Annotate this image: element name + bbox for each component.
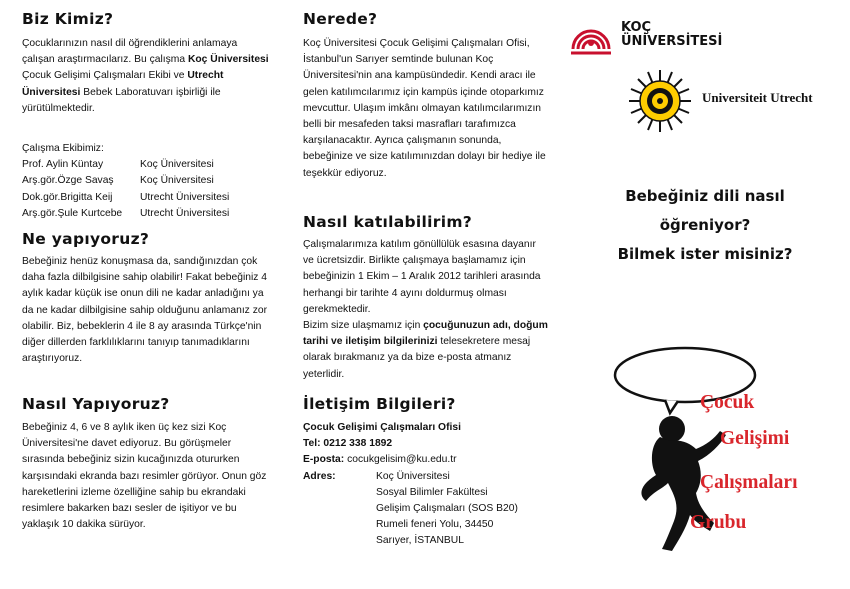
team-member-org: Utrecht Üniversitesi (140, 191, 230, 203)
utrecht-sun-emblem-icon (627, 68, 693, 134)
team-member-row (22, 173, 280, 189)
address-block (303, 469, 553, 550)
contact-request-text: Bizim size ulaşmamız için çocuğunuzun adı, doğum tarihi ve iletişim bilgilerinizi telesekretere mesaj olarak bırakmanız ya da bize e-posta atmanız yeterlidir. (303, 320, 548, 380)
koc-emblem-icon (569, 19, 613, 59)
nerede-heading: Nerede? (303, 10, 378, 28)
team-title: Çalışma Ekibimiz: (22, 143, 104, 154)
nasil-yapiyoruz-paragraph: Bebeğiniz 4, 6 ve 8 aylık iken üç kez sizi Koç Üniversitesi'ne davet ediyoruz. Bu görüşmeler sırasında bebeğiniz sizin kucağınızda otururken karşısındaki ekranda bazı resimler görüyor. Onun göz hareketlerini izleme özelliğine sahip bu ekrandaki resimlere bakarken bazı sesler de işitiyor ve bu yaklaşık 10 dakika sürüyor. (22, 422, 267, 531)
address-label: Adres: (303, 470, 336, 482)
nasil-yapiyoruz-heading: Nasıl Yapıyoruz? (22, 395, 170, 413)
email-line: E-posta: cocukgelisim@ku.edu.tr (303, 454, 457, 466)
tagline-line: Bilmek ister misiniz? (617, 245, 793, 263)
team-member-name: Arş.gör.Özge Savaş (22, 175, 114, 187)
address-line: Sosyal Bilimler Fakültesi (376, 486, 488, 498)
email-address[interactable]: cocukgelisim@ku.edu.tr (344, 454, 457, 466)
team-member-row (22, 190, 280, 206)
group-title-word: Çocuk (700, 392, 755, 413)
biz-kimiz-run: Çocukların (22, 38, 72, 49)
team-member-org: Koç Üniversitesi (140, 159, 214, 171)
iletisim-heading: İletişim Bilgileri? (303, 395, 456, 413)
tagline-line: Bebeğiniz dili nasıl (625, 187, 785, 205)
biz-kimiz-heading: Biz Kimiz? (22, 10, 114, 28)
team-member-row (22, 157, 280, 173)
nerede-paragraph: Koç Üniversitesi Çocuk Gelişimi Çalışmaları Ofisi, İstanbul'un Sarıyer semtinde bulunan Koç Üniversitesi'nin ana kampüsündedir. Kendi aracı ile gelen katılımcılarımız için kampüs içinde otoparkımız mevcuttur. Ulaşım imkânı olmayan katılımcılarımızın belli bir mesafeden taksi masrafları tarafımızca karşılanacaktır. Ayrıca çalışmanın sonunda, bebeğinize ve size katılımınızdan dolayı bir hediye ile teşekkür ediyoruz. (303, 38, 546, 179)
utrecht-university-logo (627, 68, 847, 134)
ne-yapiyoruz-paragraph: Bebeğiniz henüz konuşmasa da, sandığınızdan çok daha fazla dilbilgisine sahip olabilir! Fakat bebeğiniz 4 aylık kadar küçük ise onun dili ne kadar anladığını ya da ne kadar dilbilgisine sahip olduğunu anlamanız zor olabilir. Biz, bebeklerin 4 ile 8 ay arasında Türkçe'nin diğer dillerden farklılıklarını tanıyıp tanımadıklarını araştırıyoruz. (22, 256, 267, 365)
phone-number[interactable]: 0212 338 1892 (320, 438, 393, 450)
biz-kimiz-run: Utrecht Üniversitesi (22, 70, 224, 98)
address-line: Rumeli feneri Yolu, 34450 (376, 519, 494, 531)
office-name: Çocuk Gelişimi Çalışmaları Ofisi (303, 422, 461, 433)
tagline-line: öğreniyor? (659, 216, 751, 234)
address-line: Gelişim Çalışmaları (SOS B20) (376, 503, 518, 515)
ne-yapiyoruz-heading: Ne yapıyoruz? (22, 230, 150, 248)
group-title-word: Gelişimi (720, 428, 790, 449)
address-line: Sarıyer, İSTANBUL (376, 535, 464, 547)
group-title-word: Çalışmaları (700, 472, 798, 493)
contact-block (303, 420, 553, 550)
koc-logo-line1: KOÇ (621, 20, 652, 35)
address-lines (376, 469, 518, 550)
team-member-name: Prof. Aylin Küntay (22, 159, 104, 171)
biz-kimiz-run: Koç Üniversitesi (187, 54, 269, 66)
team-member-org: Utrecht Üniversitesi (140, 207, 230, 219)
phone-line: Tel: 0212 338 1892 (303, 438, 393, 450)
biz-kimiz-run: Bebek Laboratuvarı işbirliği ile yürütülmektedir. (22, 86, 221, 114)
nasil-katilabilirim-body (303, 237, 549, 383)
team-member-row (22, 206, 280, 222)
team-member-name: Arş.gör.Şule Kurtcebe (22, 207, 123, 219)
biz-kimiz-run: ızın nasıl dil öğrendiklerini anlamaya çalışan araştırmacılarız. Bu çalışma (22, 38, 238, 66)
address-line: Koç Üniversitesi (376, 470, 450, 482)
biz-kimiz-paragraph (22, 36, 272, 117)
biz-kimiz-run: Çocuk Gelişimi Çalışmaları Ekibi ve (22, 70, 188, 82)
koc-university-logo (569, 17, 729, 61)
group-title-word: Grubu (690, 512, 747, 533)
right-column (565, 0, 850, 589)
koc-logo-line2: ÜNİVERSİTESİ (621, 34, 723, 49)
team-list (22, 141, 280, 222)
participation-text: Çalışmalarımıza katılım gönüllülük esasına dayanır ve ücretsizdir. Birlikte çalışmaya başlamamız için bebeğinizin 1 Ekim – 1 Aralık 2012 tarihleri arasında herhangi bir tarihte 4 ayını doldurmuş olması gerekmektedir. (303, 239, 541, 315)
nasil-katilabilirim-heading: Nasıl katılabilirim? (303, 213, 473, 231)
team-member-name: Dok.gör.Brigitta Keij (22, 191, 113, 203)
tagline (575, 182, 835, 269)
utrecht-logo-text: Universiteit Utrecht (702, 90, 813, 105)
team-member-org: Koç Üniversitesi (140, 175, 214, 187)
